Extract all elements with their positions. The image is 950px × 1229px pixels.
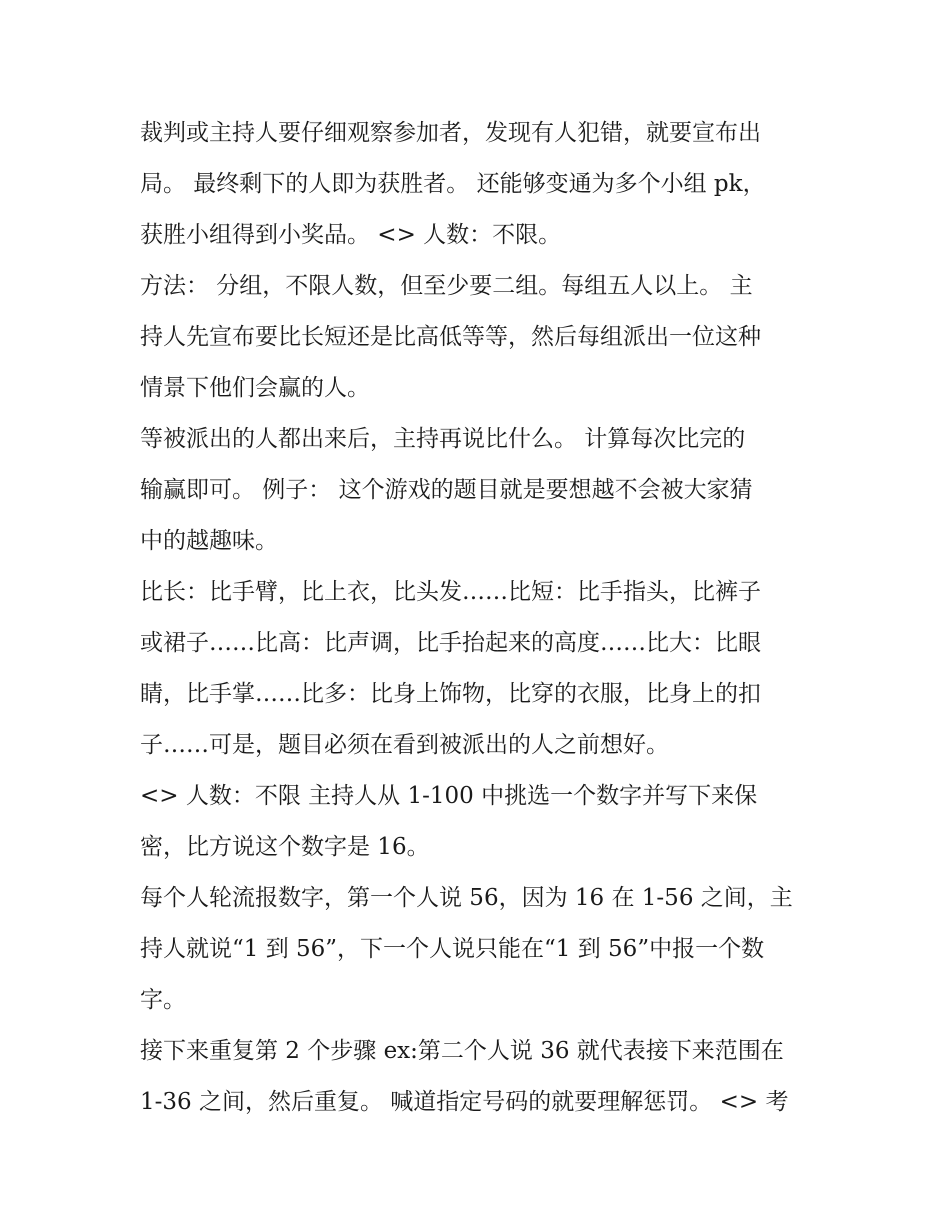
text-line: 中的越趣味。: [140, 528, 278, 554]
text-line: 持人先宣布要比长短还是比高低等等，然后每组派出一位这种: [140, 324, 761, 350]
paragraph-5: [140, 771, 820, 873]
text-line: 情景下他们会赢的人。: [140, 375, 370, 401]
paragraph-2: [140, 261, 820, 414]
document-body: [140, 108, 820, 1128]
paragraph-6: [140, 873, 820, 1026]
text-line: 输赢即可。 例子： 这个游戏的题目就是要想越不会被大家猜: [140, 477, 753, 503]
text-line: 睛，比手掌……比多：比身上饰物，比穿的衣服，比身上的扣: [140, 681, 761, 707]
paragraph-1: [140, 108, 820, 261]
text-line: 字。: [140, 987, 186, 1013]
text-line: 获胜小组得到小奖品。 <> 人数：不限。: [140, 222, 562, 248]
text-line: 每个人轮流报数字，第一个人说 56，因为 16 在 1-56 之间，主: [140, 885, 793, 911]
text-line: 接下来重复第 2 个步骤 ex:第二个人说 36 就代表接下来范围在: [140, 1038, 784, 1064]
text-line: 子……可是，题目必须在看到被派出的人之前想好。: [140, 732, 669, 758]
text-line: 比长：比手臂，比上衣，比头发……比短：比手指头，比裤子: [140, 579, 761, 605]
text-line: 持人就说“1 到 56”，下一个人说只能在“1 到 56”中报一个数: [140, 936, 765, 962]
text-line: <> 人数：不限 主持人从 1-100 中挑选一个数字并写下来保: [140, 783, 758, 809]
paragraph-7: [140, 1026, 820, 1128]
text-line: 等被派出的人都出来后，主持再说比什么。 计算每次比完的: [140, 426, 746, 452]
text-line: 密，比方说这个数字是 16。: [140, 834, 430, 860]
paragraph-3: [140, 414, 820, 567]
text-line: 1-36 之间，然后重复。 喊道指定号码的就要理解惩罚。 <> 考: [140, 1089, 789, 1115]
text-line: 局。 最终剩下的人即为获胜者。 还能够变通为多个小组 pk，: [140, 171, 766, 197]
text-line: 方法： 分组，不限人数，但至少要二组。每组五人以上。 主: [140, 273, 753, 299]
paragraph-4: [140, 567, 820, 771]
text-line: 或裙子……比高：比声调，比手抬起来的高度……比大：比眼: [140, 630, 761, 656]
text-line: 裁判或主持人要仔细观察参加者，发现有人犯错，就要宣布出: [140, 120, 761, 146]
